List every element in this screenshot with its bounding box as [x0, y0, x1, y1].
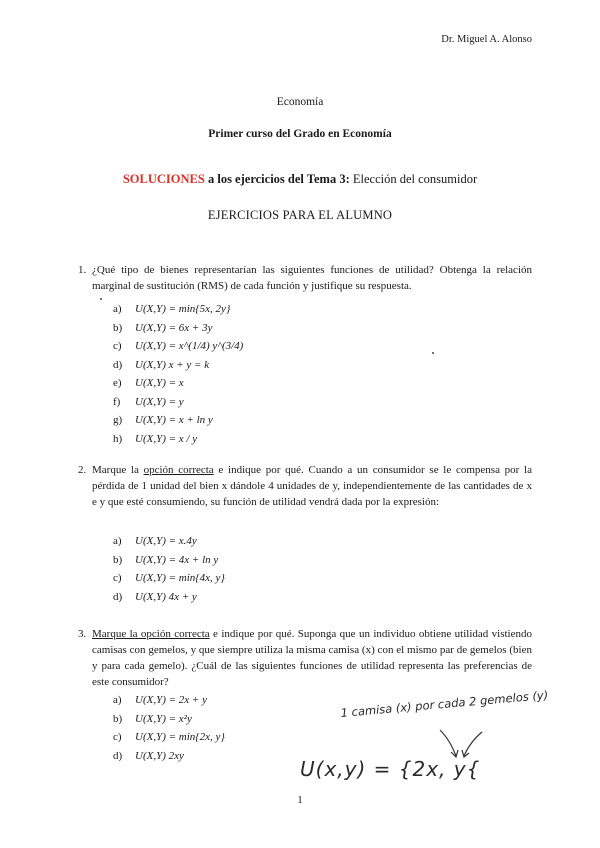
option-item: f) U(X,Y) = y	[113, 395, 184, 408]
question-text: e indique por qué. Suponga que un individuo obtiene utilidad vistiendo camisas con gemelos, y que siempre utiliza la misma camisa (x) con el mismo par de gemelos (bien y para cada gemelo). ¿Cuál de las siguientes funciones de utilidad representa las preferencias de este consumidor?	[92, 628, 532, 688]
handwritten-note: 1 camisa (x) por cada 2 gemelos (y)	[340, 687, 549, 720]
option-item: a) U(X,Y) = x.4y	[113, 535, 197, 547]
option-item: b) U(X,Y) = 4x + ln y	[113, 553, 219, 566]
option-item: h) U(X,Y) = x / y	[113, 432, 198, 445]
solutions-topic: Elección del consumidor	[352, 172, 478, 186]
option-item: b) U(X,Y) = 6x + 3y	[113, 321, 213, 334]
option-item: d) U(X,Y) x + y = k	[113, 358, 210, 371]
option-item: a) U(X,Y) = 2x + y	[113, 694, 207, 706]
option-item: d) U(X,Y) 2xy	[113, 749, 184, 762]
course-title: Primer curso del Grado en Economía	[208, 128, 392, 140]
option-item: c) U(X,Y) = min{2x, y}	[113, 731, 225, 743]
solutions-heading	[0, 172, 600, 187]
stray-mark	[100, 298, 102, 300]
question-number: 2.	[78, 464, 87, 476]
question-number: 3.	[78, 628, 87, 640]
section-title: EJERCICIOS PARA EL ALUMNO	[207, 208, 393, 222]
author-name: Dr. Miguel A. Alonso	[441, 34, 532, 45]
question-1	[78, 262, 532, 294]
question-2-options	[113, 535, 225, 609]
question-text: ¿Qué tipo de bienes representarían las siguientes funciones de utilidad? Obtenga la relación marginal de sustitución (RMS) de cada función y justifique su respuesta.	[92, 264, 532, 292]
question-3	[78, 626, 532, 690]
option-item: b) U(X,Y) = x²y	[113, 712, 192, 725]
underlined-phrase: Marque la opción correcta	[92, 628, 210, 640]
option-item: c) U(X,Y) = x^(1/4) y^(3/4)	[113, 340, 244, 352]
question-3-options	[113, 694, 225, 768]
option-item: g) U(X,Y) = x + ln y	[113, 414, 213, 426]
option-item: d) U(X,Y) 4x + y	[113, 590, 197, 603]
question-2: 2. Marque la opción correcta e indique por qué. Cuando a un consumidor se le compensa por la pérdida de 1 unidad del bien x dándole 4 unidades de y, independientemente de las cantidades de x e y que esté consumiendo, su función de utilidad vendrá dada por la expresión:	[78, 464, 532, 508]
question-number: 1.	[78, 264, 87, 276]
solutions-bold-text: a los ejercicios del Tema 3:	[207, 172, 350, 186]
underlined-phrase: opción correcta	[143, 464, 214, 476]
option-item: c) U(X,Y) = min{4x, y}	[113, 572, 225, 584]
solutions-word: SOLUCIONES	[122, 172, 205, 186]
option-item: e) U(X,Y) = x	[113, 377, 184, 389]
page-number: 1	[297, 794, 303, 806]
option-item: a) U(X,Y) = min{5x, 2y}	[113, 303, 231, 315]
subject-title: Economía	[276, 96, 324, 108]
question-1-options	[113, 303, 243, 451]
handwritten-formula: U(x,y) = {2x, y{	[300, 757, 481, 781]
stray-mark	[432, 352, 434, 354]
question-text: e indique por qué. Cuando a un consumidor se le compensa por la pérdida de 1 unidad del bien x dándole 4 unidades de y, independientemente de las cantidades de x e y que esté consumiendo, su función de utilidad vendrá dada por la expresión:	[92, 464, 532, 508]
